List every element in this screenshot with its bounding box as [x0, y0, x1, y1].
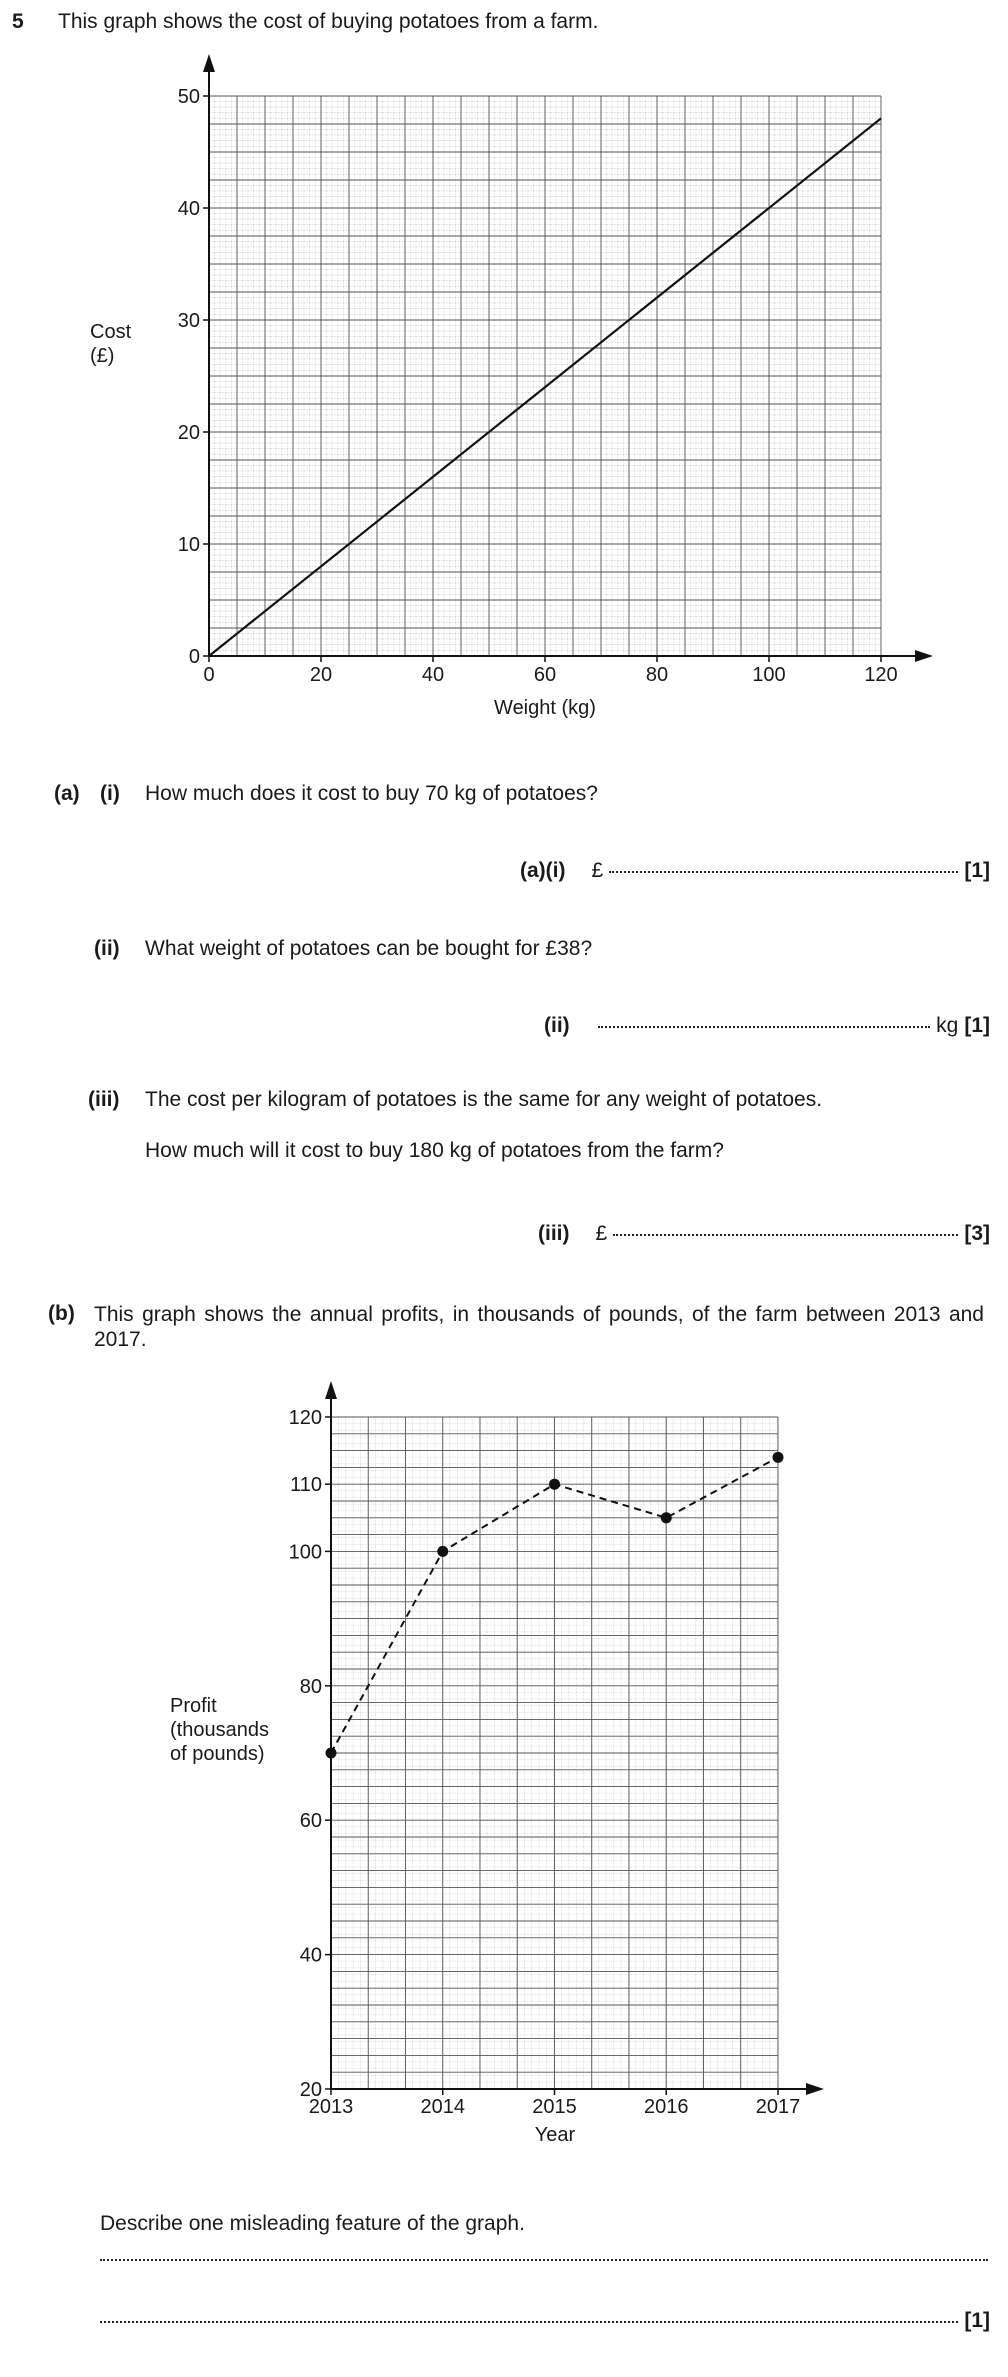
chart2-y-axis-arrow [325, 1381, 337, 1399]
chart1-x-tick-label: 80 [645, 664, 669, 686]
cost-weight-chart [0, 0, 1008, 760]
chart2-data-point [773, 1452, 784, 1463]
chart1-x-tick-label: 100 [752, 664, 786, 686]
chart2-x-tick-label: 2014 [420, 2096, 465, 2118]
part-a-ii-question: What weight of potatoes can be bought for £38? [145, 937, 593, 960]
part-a-i-question: How much does it cost to buy 70 kg of potatoes? [145, 782, 598, 805]
answer-a-i-marks: [1] [964, 859, 990, 882]
chart2-data-point [326, 1748, 337, 1759]
chart1-y-tick-label: 20 [177, 422, 200, 444]
chart2-y-tick-label: 100 [288, 1541, 322, 1564]
chart2-data-point [661, 1512, 672, 1523]
chart2-x-tick-label: 2015 [532, 2096, 577, 2118]
chart2-x-axis-label: Year [534, 2124, 576, 2146]
answer-line-a-i [520, 859, 990, 883]
chart2-y-tick-label: 80 [299, 1675, 322, 1698]
chart2-x-tick-label: 2013 [308, 2096, 354, 2118]
chart2-y-tick-label: 120 [288, 1407, 322, 1429]
answer-b-marks: [1] [964, 2309, 990, 2332]
part-b-label: (b) [48, 1302, 75, 1325]
chart1-grid-major [209, 96, 881, 656]
answer-a-iii-marks: [3] [964, 1222, 990, 1245]
chart2-y-axis-label-line3: of pounds) [170, 1743, 265, 1765]
answer-a-ii-unit: kg [936, 1014, 959, 1037]
answer-b-field-1[interactable] [100, 2258, 988, 2261]
question-intro: This graph shows the cost of buying potatoes from a farm. [58, 10, 599, 33]
chart1-x-tick-label: 0 [203, 664, 215, 686]
answer-a-ii-label: (ii) [544, 1014, 570, 1037]
answer-a-i-prefix: £ [591, 859, 604, 882]
chart1-y-tick-label: 0 [188, 646, 200, 668]
chart1-y-axis-label-line2: (£) [90, 345, 115, 367]
part-a-label: (a) [54, 782, 80, 805]
chart2-grid-major [331, 1417, 778, 2089]
chart2-y-tick-label: 110 [290, 1474, 322, 1497]
chart2-x-tick-label: 2016 [644, 2096, 689, 2118]
chart1-y-axis-label-line1: Cost [90, 321, 132, 343]
chart2-y-tick-label: 20 [299, 2079, 322, 2101]
chart2-y-tick-label: 40 [299, 1944, 322, 1967]
answer-b-field-2[interactable] [100, 2320, 958, 2323]
chart1-y-tick-label: 50 [177, 86, 200, 108]
answer-a-iii-prefix: £ [595, 1222, 608, 1245]
part-a-iii-question-1: The cost per kilogram of potatoes is the same for any weight of potatoes. [145, 1088, 823, 1111]
chart2-x-tick-label: 2017 [755, 2096, 801, 2118]
chart2-x-axis-arrow [806, 2083, 824, 2095]
part-a-i-label: (i) [100, 782, 120, 805]
chart1-y-axis-arrow [203, 54, 215, 72]
answer-a-ii-field[interactable] [598, 1025, 930, 1028]
chart1-x-tick-label: 120 [864, 664, 898, 686]
part-a-iii-label: (iii) [88, 1088, 120, 1111]
chart2-y-axis-label-line1: Profit [170, 1695, 217, 1717]
chart1-y-tick-label: 30 [177, 310, 200, 332]
chart1-x-tick-label: 40 [421, 664, 445, 686]
answer-line-b-2 [100, 2309, 990, 2333]
chart2-data-point [549, 1479, 560, 1490]
chart1-x-tick-label: 20 [309, 664, 333, 686]
answer-a-iii-field[interactable] [613, 1233, 958, 1236]
answer-a-iii-label: (iii) [538, 1222, 570, 1245]
chart1-y-tick-label: 40 [177, 198, 200, 220]
chart1-y-tick-label: 10 [177, 534, 200, 556]
chart2-data-point [437, 1546, 448, 1557]
answer-a-i-field[interactable] [609, 870, 958, 873]
chart1-x-tick-label: 60 [533, 664, 557, 686]
answer-a-ii-marks: [1] [964, 1014, 990, 1037]
answer-line-a-iii [538, 1222, 990, 1246]
part-b-question: Describe one misleading feature of the graph. [100, 2212, 525, 2235]
chart1-x-axis-label: Weight (kg) [494, 697, 596, 719]
chart2-y-axis-label-line2: (thousands [170, 1719, 269, 1741]
profit-year-chart [0, 1360, 1008, 2160]
answer-line-a-ii [544, 1014, 990, 1038]
answer-line-b-1 [100, 2262, 988, 2265]
chart1-x-axis-arrow [915, 650, 933, 662]
part-a-ii-label: (ii) [94, 937, 120, 960]
part-b-intro: This graph shows the annual profits, in thousands of pounds, of the farm between 2013 and 2017. [94, 1303, 984, 1351]
chart2-y-tick-label: 60 [299, 1810, 322, 1833]
question-number: 5 [12, 10, 24, 33]
answer-a-i-label: (a)(i) [520, 859, 566, 882]
part-a-iii-question-2: How much will it cost to buy 180 kg of potatoes from the farm? [145, 1139, 724, 1162]
